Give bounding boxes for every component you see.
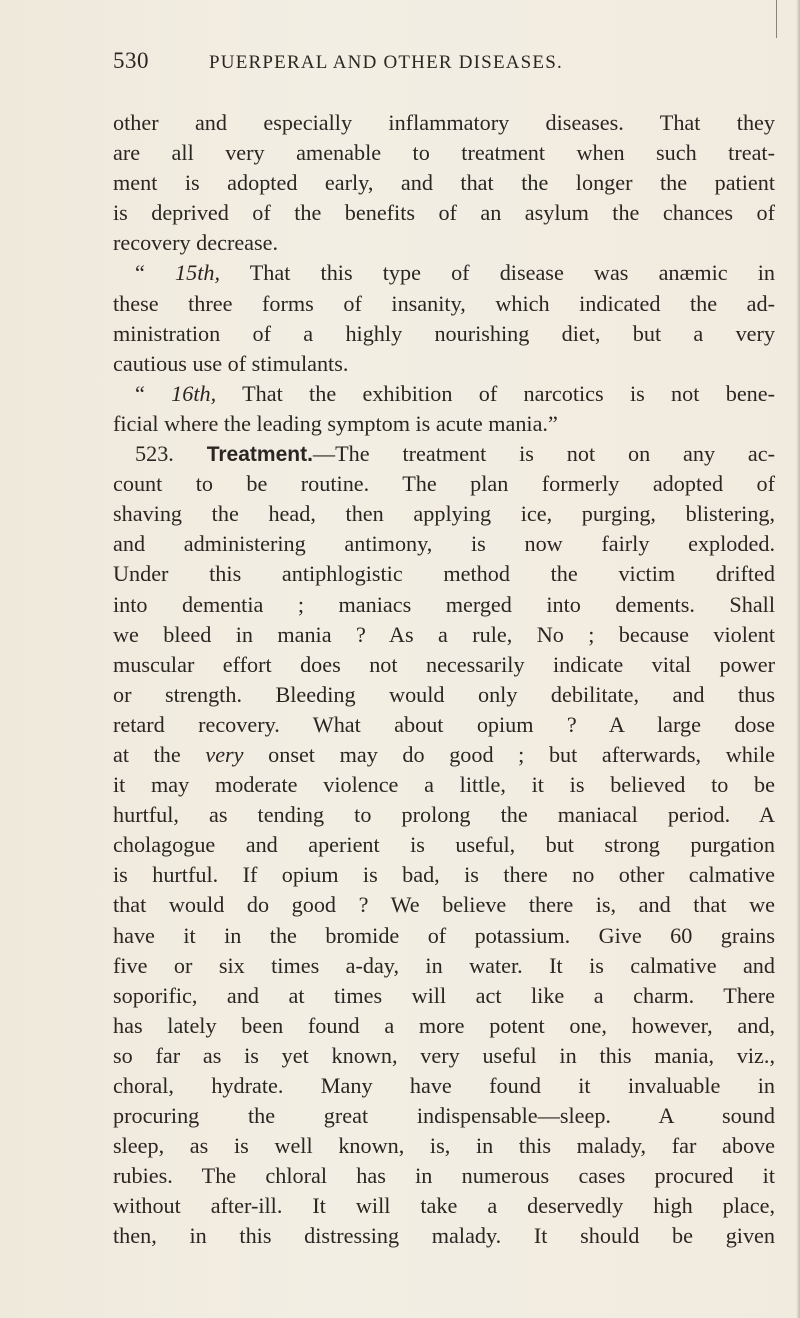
text-line: it may moderate violence a little, it is believed to be: [113, 772, 775, 798]
section-title: Treatment.: [206, 443, 313, 467]
text-line: [113, 740, 775, 770]
text-line: recovery decrease.: [113, 230, 279, 256]
text-line: rubies. The chloral has in numerous cases procured it: [113, 1163, 775, 1189]
text-line: so far as is yet known, very useful in this mania, viz.,: [113, 1042, 775, 1068]
running-head: PUERPERAL AND OTHER DISEASES.: [209, 52, 563, 73]
text-line: is hurtful. If opium is bad, is there no other calmative: [113, 862, 775, 888]
body-text: [113, 108, 775, 1252]
page-edge-shadow: [796, 0, 800, 1318]
section-number: 523.: [135, 441, 207, 467]
line-suffix: onset may do good ; but afterwards, while: [243, 741, 775, 767]
page-edge-line: [776, 0, 777, 38]
page-number: 530: [113, 48, 149, 73]
text-line: other and especially inflammatory diseases. That they: [113, 110, 775, 135]
italic-date: 15th,: [175, 260, 220, 286]
text-line: have it in the bromide of potassium. Give 60 grains: [113, 922, 775, 948]
text-line: into dementia ; maniacs merged into dements. Shall: [113, 591, 775, 617]
text-line: [113, 258, 775, 288]
text-line: then, in this distressing malady. It should be given: [113, 1223, 775, 1249]
line-prefix: “: [135, 260, 175, 286]
line-suffix: That the exhibition of narcotics is not bene-: [216, 380, 775, 406]
text-line: muscular effort does not necessarily indicate vital power: [113, 651, 775, 677]
text-line: sleep, as is well known, is, in this malady, far above: [113, 1133, 775, 1159]
text-line: ficial where the leading symptom is acute mania.”: [113, 410, 558, 436]
text-line: ministration of a highly nourishing diet, but a very: [113, 320, 775, 346]
text-line: ment is adopted early, and that the longer the patient: [113, 170, 775, 196]
italic-date: 16th,: [171, 380, 217, 406]
text-line: and administering antimony, is now fairly exploded.: [113, 531, 775, 557]
text-line: these three forms of insanity, which indicated the ad-: [113, 290, 775, 316]
text-line: cholagogue and aperient is useful, but strong purgation: [113, 832, 775, 858]
page-header: [113, 48, 773, 88]
line-suffix: That this type of disease was anæmic in: [220, 260, 775, 286]
text-line: soporific, and at times will act like a charm. There: [113, 982, 775, 1008]
text-line: [113, 379, 775, 409]
text-line: has lately been found a more potent one, however, and,: [113, 1012, 775, 1038]
text-line: Under this antiphlogistic method the victim drifted: [113, 561, 775, 587]
text-line: are all very amenable to treatment when such treat-: [113, 140, 775, 166]
italic-word: very: [205, 741, 244, 767]
text-line: count to be routine. The plan formerly adopted of: [113, 471, 775, 497]
text-line: hurtful, as tending to prolong the maniacal period. A: [113, 802, 775, 828]
text-line: choral, hydrate. Many have found it invaluable in: [113, 1073, 775, 1098]
line-prefix: “: [135, 380, 172, 406]
text-line: or strength. Bleeding would only debilitate, and thus: [113, 681, 775, 707]
text-line: that would do good ? We believe there is, and that we: [113, 892, 775, 918]
text-line: retard recovery. What about opium ? A large dose: [113, 711, 775, 737]
text-line: procuring the great indispensable—sleep. A sound: [113, 1103, 775, 1129]
section-heading-line: [113, 439, 775, 469]
text-line: is deprived of the benefits of an asylum the chances of: [113, 200, 775, 226]
text-line: without after-ill. It will take a deservedly high place,: [113, 1193, 775, 1219]
line-suffix: —The treatment is not on any ac-: [312, 441, 776, 467]
text-line: cautious use of stimulants.: [113, 350, 349, 376]
text-line: shaving the head, then applying ice, purging, blistering,: [113, 501, 775, 527]
text-line: we bleed in mania ? As a rule, No ; because violent: [113, 621, 775, 647]
line-prefix: at the: [113, 741, 206, 767]
text-line: five or six times a-day, in water. It is calmative and: [113, 952, 775, 978]
